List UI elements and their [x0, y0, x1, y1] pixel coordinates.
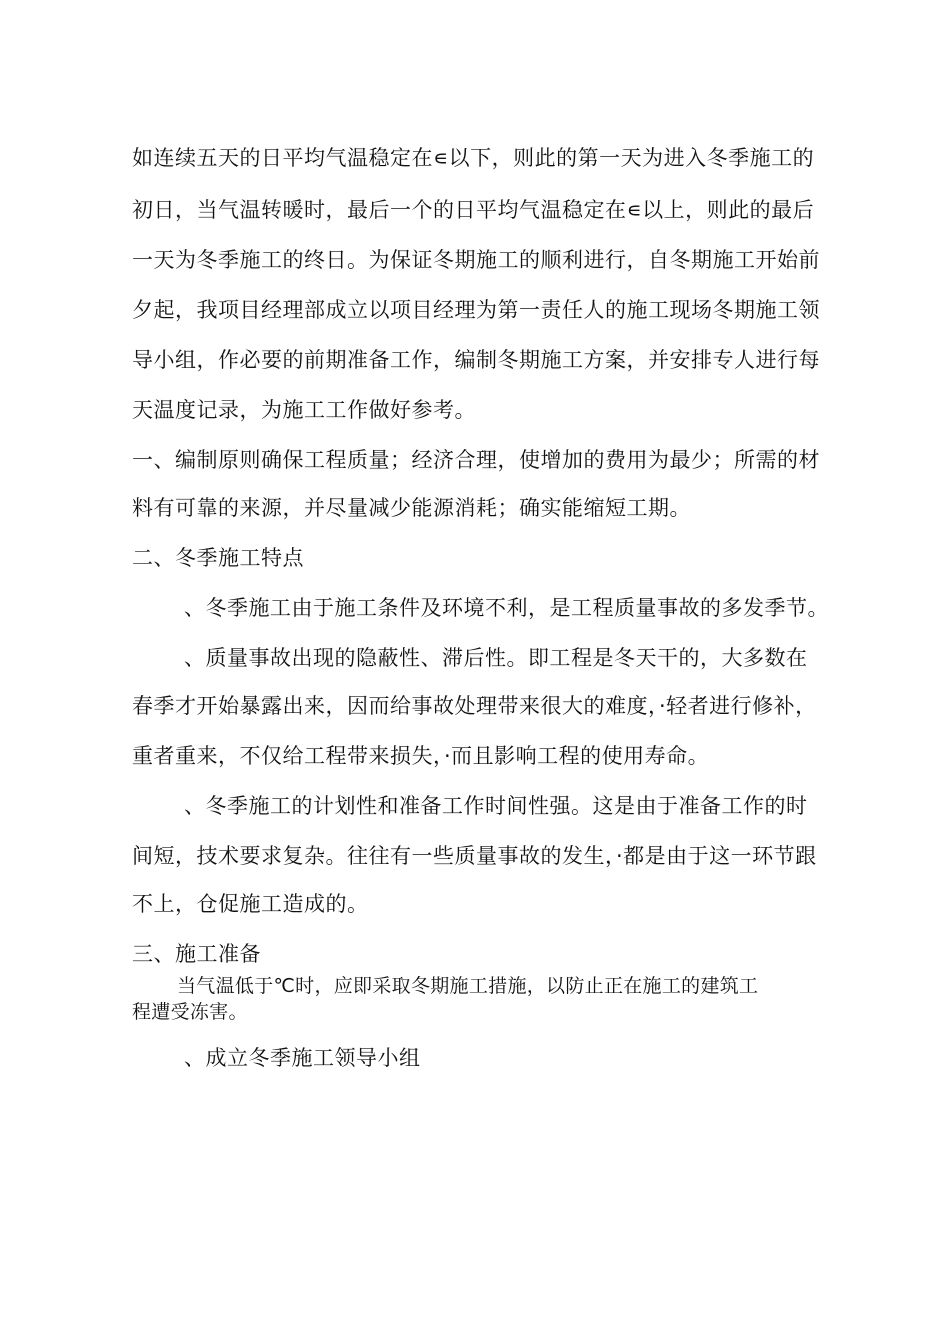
item-c-line-2: 间短，技术要求复杂。往往有一些质量事故的发生，·都是由于这一环节跟 — [132, 844, 817, 868]
intro-line-2: 初日，当气温转暖时，最后一个的日平均气温稳定在∊以上，则此的最后 — [132, 198, 815, 222]
section-one-line-1: 一、编制原则确保工程质量；经济合理，使增加的费用为最少；所需的材 — [132, 448, 820, 472]
item-c-line-1: 、冬季施工的计划性和准备工作时间性强。这是由于准备工作的时 — [184, 794, 808, 818]
item-b-line-1: 、质量事故出现的隐蔽性、滞后性。即工程是冬天干的，大多数在 — [184, 646, 808, 670]
intro-line-6: 天温度记录，为施工工作做好参考。 — [132, 398, 476, 422]
section-three-heading: 三、施工准备 — [132, 942, 261, 966]
section-three-body-line-2: 程遭受冻害。 — [132, 1001, 248, 1023]
intro-line-3: 一天为冬季施工的终日。为保证冬期施工的顺利进行，自冬期施工开始前 — [132, 248, 820, 272]
item-a: 、冬季施工由于施工条件及环境不利，是工程质量事故的多发季节。 — [184, 596, 829, 620]
intro-line-5: 导小组，作必要的前期准备工作，编制冬期施工方案，并安排专人进行每 — [132, 348, 820, 372]
section-one-line-2: 料有可靠的来源，并尽量减少能源消耗；确实能缩短工期。 — [132, 496, 691, 520]
item-c-line-3: 不上，仓促施工造成的。 — [132, 892, 369, 916]
section-two-heading: 二、冬季施工特点 — [132, 546, 304, 570]
intro-line-1: 如连续五天的日平均气温稳定在∊以下，则此的第一天为进入冬季施工的 — [132, 146, 815, 170]
section-three-body-line-1: 当气温低于℃时，应即采取冬期施工措施，以防止正在施工的建筑工 — [177, 975, 759, 997]
item-b-line-2: 春季才开始暴露出来，因而给事故处理带来很大的难度，·轻者进行修补， — [132, 694, 817, 718]
intro-line-4: 夕起，我项目经理部成立以项目经理为第一责任人的施工现场冬期施工领 — [132, 298, 820, 322]
item-b-line-3: 重者重来，不仅给工程带来损失，·而且影响工程的使用寿命。 — [132, 744, 710, 768]
item-d: 、成立冬季施工领导小组 — [184, 1046, 421, 1070]
